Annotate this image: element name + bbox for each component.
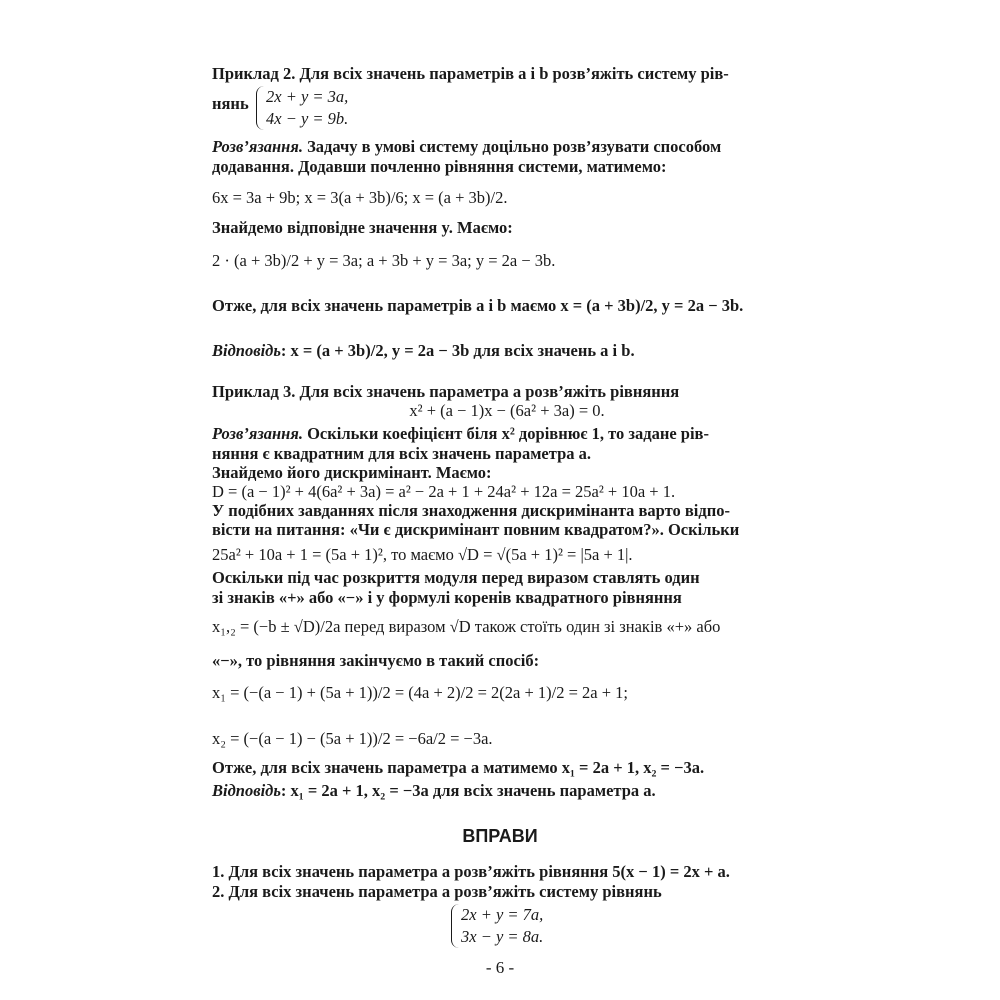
example-3-line-2: няння є квадратним для всіх значень параметра a. — [212, 444, 591, 463]
example-2-line-4: Знайдемо відповідне значення y. Маємо: — [212, 218, 513, 237]
solution-text: Задачу в умові систему доцільно розв’язувати способом — [302, 137, 722, 156]
example-3-line-5: У подібних завданнях після знаходження дискримінанта варто відпо- — [212, 501, 730, 520]
example-3-line-8: Оскільки під час розкриття модуля перед виразом ставлять один — [212, 568, 700, 587]
solution-label: Розв’язання. — [212, 424, 303, 443]
system-equation-2: 3x − y = 8a. — [461, 927, 544, 946]
page-number: - 6 - — [485, 958, 515, 977]
example-2-lead: нянь — [212, 94, 249, 113]
exercise-1: 1. Для всіх значень параметра a розв’яжіть рівняння 5(x − 1) = 2x + a. — [212, 862, 730, 881]
discriminant-line: D = (a − 1)² + 4(6a² + 3a) = a² − 2a + 1 + 24a² + 12a = 25a² + 10a + 1. — [212, 482, 676, 501]
answer-label: Відповідь — [212, 781, 281, 800]
square-root-line: 25a² + 10a + 1 = (5a + 1)², то маємо √D = √(5a + 1)² = |5a + 1|. — [212, 545, 633, 564]
roots-formula-line: x₁,₂ = (−b ± √D)/2a перед виразом √D також стоїть один зі знаків «+» або — [212, 617, 721, 636]
exercise-2-system — [451, 904, 543, 948]
x2-calculation: x₂ = (−(a − 1) − (5a + 1))/2 = −6a/2 = −3a. — [212, 729, 493, 748]
answer-text: : x = (a + 3b)/2, y = 2a − 3b для всіх значень a і b. — [280, 341, 635, 360]
example-2-title: Приклад 2. Для всіх значень параметрів a і b розв’яжіть систему рів- — [212, 64, 729, 83]
example-3-line-9: зі знаків «+» або «−» і у формулі коренів квадратного рівняння — [212, 588, 682, 607]
example-2-line-2: додавання. Додавши почленно рівняння системи, матимемо: — [212, 157, 667, 176]
example-3-line-3: Знайдемо його дискримінант. Маємо: — [212, 463, 492, 482]
solution-label: Розв’язання. — [212, 137, 303, 156]
system-equation-1: 2x + y = 3a, — [266, 87, 349, 106]
system-equation-1: 2x + y = 7a, — [461, 905, 544, 924]
example-3-equation: x² + (a − 1)x − (6a² + 3a) = 0. — [409, 401, 605, 420]
example-3-line-11: «−», то рівняння закінчуємо в такий спосіб: — [212, 651, 540, 670]
example-3-title: Приклад 3. Для всіх значень параметра a розв’яжіть рівняння — [212, 382, 680, 401]
example-2-line-6: Отже, для всіх значень параметрів a і b маємо x = (a + 3b)/2, y = 2a − 3b. — [212, 296, 744, 315]
solution-text: Оскільки коефіцієнт біля x² дорівнює 1, то задане рів- — [302, 424, 709, 443]
example-3-solution-line — [212, 424, 802, 444]
exercises-heading: ВПРАВИ — [462, 826, 538, 846]
example-2-line-3: 6x = 3a + 9b; x = 3(a + 3b)/6; x = (a + 3b)/2. — [212, 188, 508, 207]
example-2-system — [256, 86, 348, 130]
answer-text: : x₁ = 2a + 1, x₂ = −3a для всіх значень параметра a. — [280, 781, 656, 800]
example-2-answer — [212, 341, 802, 361]
system-equation-2: 4x − y = 9b. — [266, 109, 349, 128]
example-2-solution-line — [212, 137, 802, 157]
exercise-2: 2. Для всіх значень параметра a розв’яжіть систему рівнянь — [212, 882, 662, 901]
example-3-conclusion: Отже, для всіх значень параметра a матимемо x₁ = 2a + 1, x₂ = −3a. — [212, 758, 705, 777]
example-3-answer — [212, 781, 802, 801]
x1-calculation: x₁ = (−(a − 1) + (5a + 1))/2 = (4a + 2)/2 = 2(2a + 1)/2 = 2a + 1; — [212, 683, 629, 702]
example-3-line-6: вісти на питання: «Чи є дискримінант повним квадратом?». Оскільки — [212, 520, 740, 539]
answer-label: Відповідь — [212, 341, 281, 360]
example-2-line-5: 2 · (a + 3b)/2 + y = 3a; a + 3b + y = 3a; y = 2a − 3b. — [212, 251, 556, 270]
